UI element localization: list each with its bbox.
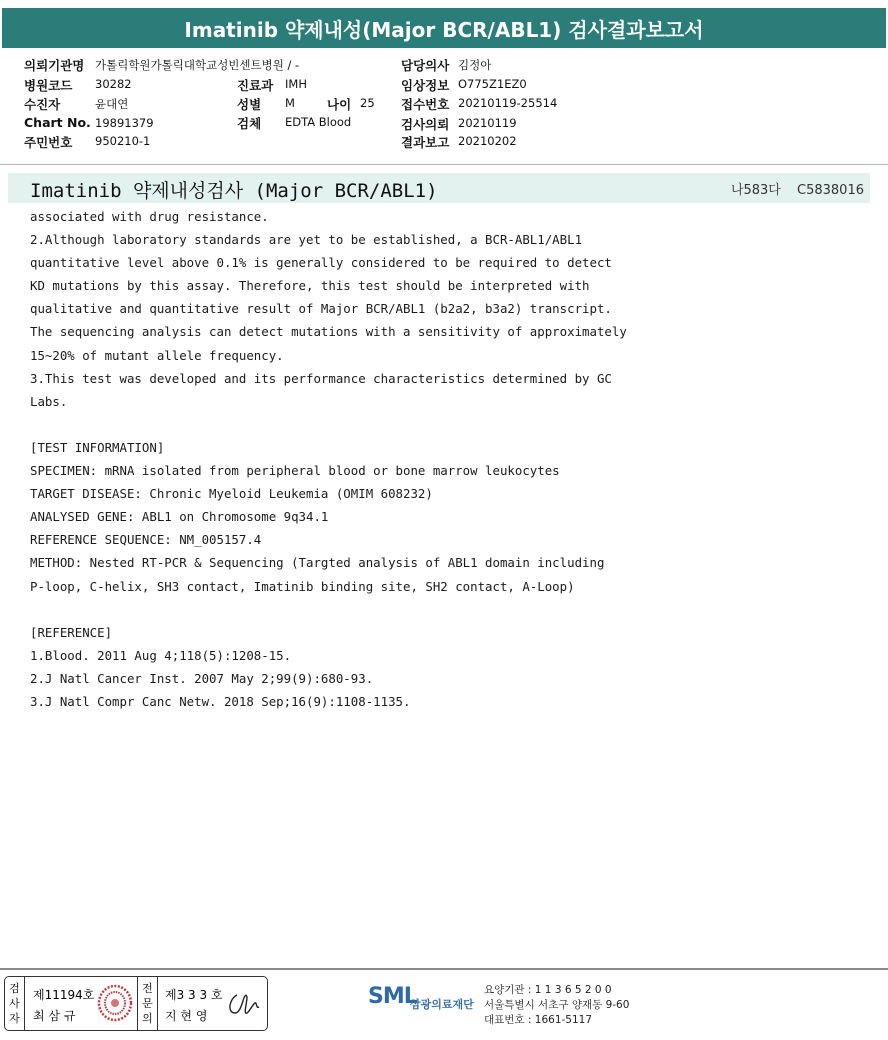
body-line: METHOD: Nested RT-PCR & Sequencing (Targted analysis of ABL1 domain including bbox=[30, 555, 605, 571]
org-name: 삼광의료재단 bbox=[410, 998, 474, 1011]
body-line bbox=[30, 413, 730, 436]
body-line: 3.J Natl Compr Canc Netw. 2018 Sep;16(9):1108-1135. bbox=[30, 693, 411, 709]
test-title: Imatinib 약제내성검사 (Major BCR/ABL1) bbox=[30, 180, 438, 202]
receipt-no-value: 20210119-25514 bbox=[458, 96, 558, 110]
specialist-name: 지 현 영 bbox=[165, 1009, 208, 1023]
department-label: 진료과 bbox=[237, 78, 274, 93]
body-line: 3.This test was developed and its performance characteristics determined by GC bbox=[30, 370, 612, 386]
patient-label: 수진자 bbox=[24, 97, 61, 112]
sml-logo-icon: SML bbox=[368, 984, 417, 1009]
body-line: associated with drug resistance. bbox=[30, 209, 269, 224]
report-date-value: 20210202 bbox=[458, 134, 517, 148]
sex-label: 성별 bbox=[237, 97, 262, 112]
body-line: qualitative and quantitative result of Major BCR/ABL1 (b2a2, b3a2) transcript. bbox=[30, 301, 612, 317]
body-line: 2.J Natl Cancer Inst. 2007 May 2;99(9):680-93. bbox=[30, 670, 374, 686]
body-line: TARGET DISEASE: Chronic Myeloid Leukemia (OMIM 608232) bbox=[30, 486, 433, 502]
specialist-label: 전 문 의 bbox=[138, 977, 158, 1030]
body-line: ANALYSED GENE: ABL1 on Chromosome 9q34.1 bbox=[30, 509, 329, 525]
age-value: 25 bbox=[360, 96, 375, 110]
body-line: KD mutations by this assay. Therefore, this test should be interpreted with bbox=[30, 278, 590, 294]
age-label: 나이 bbox=[327, 97, 352, 112]
requesting-institution-value: 가톨릭학원가톨릭대학교성빈센트병원 / - bbox=[95, 58, 300, 72]
hospital-code-value: 30282 bbox=[95, 77, 132, 91]
inspector-name: 최 삼 규 bbox=[33, 1009, 76, 1023]
chart-no-value: 19891379 bbox=[95, 116, 154, 130]
hospital-code-label: 병원코드 bbox=[24, 78, 73, 93]
footer-divider bbox=[0, 968, 888, 970]
report-body bbox=[30, 205, 730, 713]
test-code-insurance: 나583다 bbox=[730, 183, 781, 198]
header-divider bbox=[0, 164, 888, 165]
receipt-no-label: 접수번호 bbox=[401, 97, 450, 112]
body-line: [REFERENCE] bbox=[30, 624, 113, 640]
department-value: IMH bbox=[285, 77, 307, 91]
patient-value: 윤대연 bbox=[95, 97, 129, 111]
requesting-institution-label: 의뢰기관명 bbox=[24, 58, 85, 73]
test-code-internal: C5838016 bbox=[797, 183, 864, 198]
body-line: 1.Blood. 2011 Aug 4;118(5):1208-15. bbox=[30, 647, 292, 663]
test-codes bbox=[719, 179, 864, 198]
body-line: Labs. bbox=[30, 393, 68, 409]
org-phone: 대표번호 : 1661-5117 bbox=[484, 1014, 593, 1026]
request-date-label: 검사의뢰 bbox=[401, 117, 450, 132]
resident-no-value: 950210-1 bbox=[95, 134, 151, 148]
chart-no-label: Chart No. bbox=[24, 115, 91, 130]
body-line: 15~20% of mutant allele frequency. bbox=[30, 347, 284, 363]
signature-box bbox=[4, 976, 268, 1031]
body-line bbox=[30, 598, 730, 621]
body-line: 2.Although laboratory standards are yet to be established, a BCR-ABL1/ABL1 bbox=[30, 232, 583, 248]
org-code: 요양기관 : 1 1 3 6 5 2 0 0 bbox=[484, 984, 612, 996]
doctor-value: 김정아 bbox=[458, 58, 492, 72]
clinical-info-value: O775Z1EZ0 bbox=[458, 77, 527, 91]
doctor-label: 담당의사 bbox=[401, 58, 450, 73]
specimen-label: 검체 bbox=[237, 116, 262, 131]
patient-info-block bbox=[0, 52, 888, 164]
inspector-label: 검 사 자 bbox=[5, 977, 25, 1030]
inspector-license: 제11194호 bbox=[33, 988, 95, 1002]
report-title: Imatinib 약제내성(Major BCR/ABL1) 검사결과보고서 bbox=[2, 8, 886, 48]
body-line: quantitative level above 0.1% is generally considered to be required to detect bbox=[30, 255, 612, 271]
request-date-value: 20210119 bbox=[458, 116, 517, 130]
clinical-info-label: 임상정보 bbox=[401, 78, 450, 93]
org-address: 서울특별시 서초구 양재동 9-60 bbox=[484, 999, 630, 1011]
test-header-bar bbox=[8, 173, 870, 203]
body-line: REFERENCE SEQUENCE: NM_005157.4 bbox=[30, 532, 262, 548]
body-line: SPECIMEN: mRNA isolated from peripheral blood or bone marrow leukocytes bbox=[30, 463, 560, 479]
body-line: The sequencing analysis can detect mutations with a sensitivity of approximately bbox=[30, 324, 627, 340]
specimen-value: EDTA Blood bbox=[285, 115, 352, 129]
org-info bbox=[484, 983, 629, 1028]
specialist-signature-icon bbox=[225, 989, 265, 1019]
body-line: P-loop, C-helix, SH3 contact, Imatinib binding site, SH2 contact, A-Loop) bbox=[30, 578, 575, 594]
body-line: [TEST INFORMATION] bbox=[30, 439, 165, 455]
inspector-seal-icon bbox=[97, 984, 133, 1022]
report-date-label: 결과보고 bbox=[401, 135, 450, 150]
sex-value: M bbox=[285, 96, 295, 110]
resident-no-label: 주민번호 bbox=[24, 135, 73, 150]
specialist-license: 제3 3 3 호 bbox=[165, 988, 223, 1002]
